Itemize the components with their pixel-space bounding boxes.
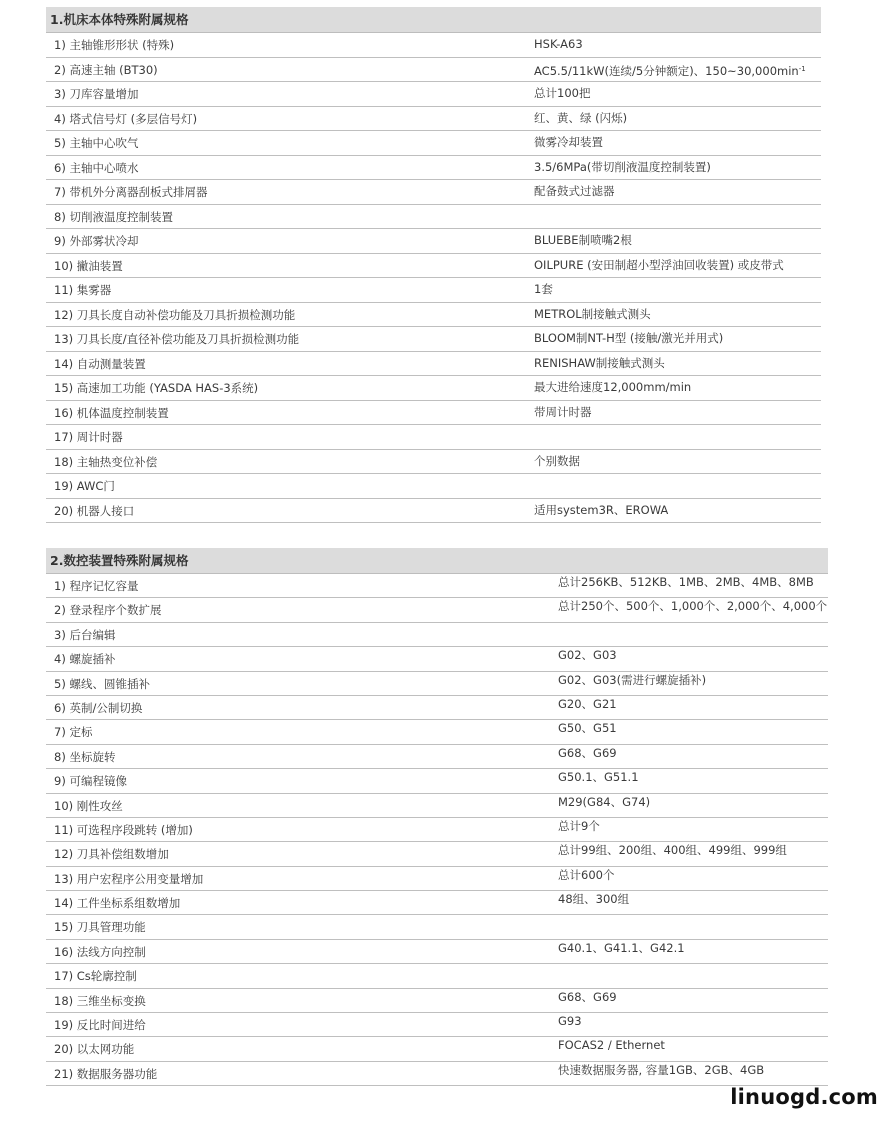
spec-value xyxy=(534,254,784,277)
table-row xyxy=(46,254,821,279)
table-row xyxy=(46,915,828,939)
table-row xyxy=(46,156,821,181)
spec-table xyxy=(46,33,821,523)
spec-value xyxy=(558,791,650,814)
table-row xyxy=(46,794,828,818)
section-title: 1.机床本体特殊附属规格 xyxy=(46,7,821,33)
spec-value xyxy=(534,327,723,350)
spec-value-text: 总计600个 xyxy=(558,867,615,882)
spec-label: 5) 主轴中心吹气 xyxy=(54,136,139,150)
spec-value-text: G50、G51 xyxy=(558,721,617,736)
spec-label: 5) 螺线、圆锥插补 xyxy=(54,676,150,691)
spec-value-text: 48组、300组 xyxy=(558,892,630,907)
spec-value xyxy=(534,58,806,83)
table-row xyxy=(46,867,828,891)
spec-value xyxy=(558,986,617,1009)
spec-value xyxy=(558,595,827,618)
spec-label: 1) 程序记忆容量 xyxy=(54,579,139,593)
spec-value xyxy=(558,864,614,887)
table-row xyxy=(46,131,821,156)
spec-value xyxy=(558,1010,582,1033)
spec-label: 1) 主轴锥形形状 (特殊) xyxy=(54,38,175,52)
spec-value-text: OILPURE (安田制超小型浮油回收装置) 或皮带式 xyxy=(534,257,784,272)
spec-value xyxy=(558,669,706,692)
spec-value xyxy=(534,352,665,375)
table-row xyxy=(46,598,828,622)
spec-value-text: 总计250个、500个、1,000个、2,000个、4,000个 xyxy=(558,599,828,614)
spec-label: 20) 机器人接口 xyxy=(54,503,135,518)
spec-value-text: G02、G03 xyxy=(558,648,617,663)
spec-label: 16) 机体温度控制装置 xyxy=(54,405,169,420)
spec-label: 2) 登录程序个数扩展 xyxy=(54,603,162,618)
spec-label: 21) 数据服务器功能 xyxy=(54,1066,158,1081)
table-row xyxy=(46,940,828,964)
spec-label: 18) 主轴热变位补偿 xyxy=(54,454,158,469)
spec-value xyxy=(534,82,590,105)
spec-value xyxy=(558,839,787,862)
table-row xyxy=(46,107,821,132)
spec-table xyxy=(46,574,828,1086)
table-row xyxy=(46,180,821,205)
spec-label: 19) AWC门 xyxy=(54,479,115,493)
spec-label: 3) 刀库容量增加 xyxy=(54,87,139,101)
spec-value-text: BLOOM制NT-H型 (接触/激光并用式) xyxy=(534,331,724,345)
table-row xyxy=(46,672,828,696)
spec-label: 6) 主轴中心喷水 xyxy=(54,160,139,175)
table-row xyxy=(46,499,821,524)
table-row xyxy=(46,720,828,744)
spec-label: 12) 刀具长度自动补偿功能及刀具折损检测功能 xyxy=(54,307,296,322)
table-row xyxy=(46,964,828,988)
spec-value xyxy=(558,571,814,594)
table-row xyxy=(46,696,828,720)
spec-value-text: G40.1、G41.1、G42.1 xyxy=(558,940,685,955)
table-row xyxy=(46,352,821,377)
spec-label: 9) 外部雾状冷却 xyxy=(54,234,139,248)
watermark: linuogd.com xyxy=(730,1085,878,1109)
spec-value xyxy=(534,499,668,522)
spec-label: 11) 集雾器 xyxy=(54,283,112,297)
spec-value xyxy=(558,937,685,960)
spec-value-text: BLUEBE制喷嘴2根 xyxy=(534,233,632,247)
table-row xyxy=(46,1013,828,1037)
spec-value-text: G50.1、G51.1 xyxy=(558,770,639,785)
spec-label: 19) 反比时间进给 xyxy=(54,1018,146,1033)
table-row xyxy=(46,623,828,647)
spec-label: 4) 塔式信号灯 (多层信号灯) xyxy=(54,111,198,126)
spec-value-text: G68、G69 xyxy=(558,745,617,760)
spec-label: 15) 刀具管理功能 xyxy=(54,920,146,935)
spec-value-text: 最大进给速度12,000mm/min xyxy=(534,380,692,394)
spec-value-text: G20、G21 xyxy=(558,696,617,711)
table-row xyxy=(46,33,821,58)
section-title: 2.数控装置特殊附属规格 xyxy=(46,548,828,574)
table-row xyxy=(46,450,821,475)
spec-value-text: 适用system3R、EROWA xyxy=(534,502,669,517)
spec-label: 12) 刀具补偿组数增加 xyxy=(54,847,169,862)
spec-value-text: 1套 xyxy=(534,282,553,296)
table-row xyxy=(46,745,828,769)
spec-label: 14) 工件坐标系组数增加 xyxy=(54,896,181,911)
spec-value xyxy=(558,693,617,716)
spec-value-text: 带周计时器 xyxy=(534,404,592,419)
spec-label: 10) 撇油装置 xyxy=(54,258,123,273)
spec-label: 3) 后台编辑 xyxy=(54,627,116,642)
spec-label: 13) 刀具长度/直径补偿功能及刀具折损检测功能 xyxy=(54,332,300,346)
table-row xyxy=(46,205,821,230)
spec-value xyxy=(558,766,639,789)
table-row xyxy=(46,891,828,915)
spec-value xyxy=(558,644,617,667)
spec-label: 8) 切削液温度控制装置 xyxy=(54,209,173,224)
spec-value xyxy=(558,888,629,911)
spec-value-text: HSK-A63 xyxy=(534,37,583,51)
spec-value-text: 总计256KB、512KB、1MB、2MB、4MB、8MB xyxy=(558,575,814,589)
spec-value xyxy=(534,33,583,56)
table-row xyxy=(46,842,828,866)
table-row xyxy=(46,327,821,352)
table-row xyxy=(46,82,821,107)
spec-label: 11) 可选程序段跳转 (增加) xyxy=(54,822,193,837)
table-row xyxy=(46,474,821,499)
spec-value xyxy=(534,156,711,179)
spec-value-text: 总计9个 xyxy=(558,818,600,833)
spec-value xyxy=(558,1059,764,1082)
spec-value xyxy=(534,229,632,252)
spec-value-text: 个别数据 xyxy=(534,453,580,468)
spec-value xyxy=(558,815,600,838)
spec-value xyxy=(534,450,580,473)
spec-value-text: AC5.5/11kW(连续/5分钟额定)、150~30,000min xyxy=(534,63,799,78)
spec-label: 18) 三维坐标变换 xyxy=(54,993,146,1008)
spec-value-text: G02、G03(需进行螺旋插补) xyxy=(558,672,707,687)
spec-value xyxy=(534,107,627,130)
spec-label: 10) 刚性攻丝 xyxy=(54,798,123,813)
spec-value-superscript: -1 xyxy=(798,64,806,73)
table-row xyxy=(46,647,828,671)
spec-value xyxy=(534,131,603,154)
spec-value-text: 总计100把 xyxy=(534,86,591,100)
spec-value-text: 红、黄、绿 (闪烁) xyxy=(534,110,628,125)
spec-value-text: M29(G84、G74) xyxy=(558,794,651,809)
spec-label: 7) 定标 xyxy=(54,725,93,740)
section-nc-options xyxy=(46,548,828,1086)
spec-value-text: 3.5/6MPa(带切削液温度控制装置) xyxy=(534,159,711,174)
spec-label: 16) 法线方向控制 xyxy=(54,944,146,959)
table-row xyxy=(46,425,821,450)
spec-label: 9) 可编程镜像 xyxy=(54,774,127,789)
spec-label: 17) 周计时器 xyxy=(54,430,123,444)
spec-label: 20) 以太网功能 xyxy=(54,1042,135,1057)
spec-value-text: 配备鼓式过滤器 xyxy=(534,184,615,198)
table-row xyxy=(46,278,821,303)
spec-value xyxy=(534,180,615,203)
spec-value-text: METROL制接触式测头 xyxy=(534,306,651,321)
spec-value xyxy=(534,303,651,326)
spec-value xyxy=(534,278,553,301)
spec-value-text: G93 xyxy=(558,1014,582,1029)
spec-value-text: RENISHAW制接触式测头 xyxy=(534,355,665,370)
spec-value xyxy=(558,717,617,740)
spec-label: 4) 螺旋插补 xyxy=(54,652,116,667)
spec-value-text: FOCAS2 / Ethernet xyxy=(558,1038,665,1053)
spec-value-text: 快速数据服务器, 容量1GB、2GB、4GB xyxy=(558,1062,765,1077)
table-row xyxy=(46,303,821,328)
spec-value-text: G68、G69 xyxy=(558,989,617,1004)
spec-value xyxy=(558,1034,665,1057)
table-row xyxy=(46,58,821,83)
table-row xyxy=(46,401,821,426)
table-row xyxy=(46,769,828,793)
table-row xyxy=(46,1062,828,1086)
spec-label: 14) 自动测量装置 xyxy=(54,356,146,371)
spec-value xyxy=(534,401,592,424)
spec-value xyxy=(558,742,617,765)
spec-label: 7) 带机外分离器刮板式排屑器 xyxy=(54,185,208,199)
table-row xyxy=(46,989,828,1013)
spec-value xyxy=(534,376,691,399)
spec-label: 6) 英制/公制切换 xyxy=(54,700,143,715)
spec-label: 17) Cs轮廓控制 xyxy=(54,969,137,984)
spec-value-text: 总计99组、200组、400组、499组、999组 xyxy=(558,843,787,858)
table-row xyxy=(46,229,821,254)
spec-label: 13) 用户宏程序公用变量增加 xyxy=(54,871,204,886)
spec-label: 15) 高速加工功能 (YASDA HAS-3系统) xyxy=(54,381,259,395)
table-row xyxy=(46,376,821,401)
section-machine-options xyxy=(46,7,821,523)
spec-value-text: 微雾冷却装置 xyxy=(534,135,603,149)
spec-label: 2) 高速主轴 (BT30) xyxy=(54,62,158,77)
spec-label: 8) 坐标旋转 xyxy=(54,749,116,764)
